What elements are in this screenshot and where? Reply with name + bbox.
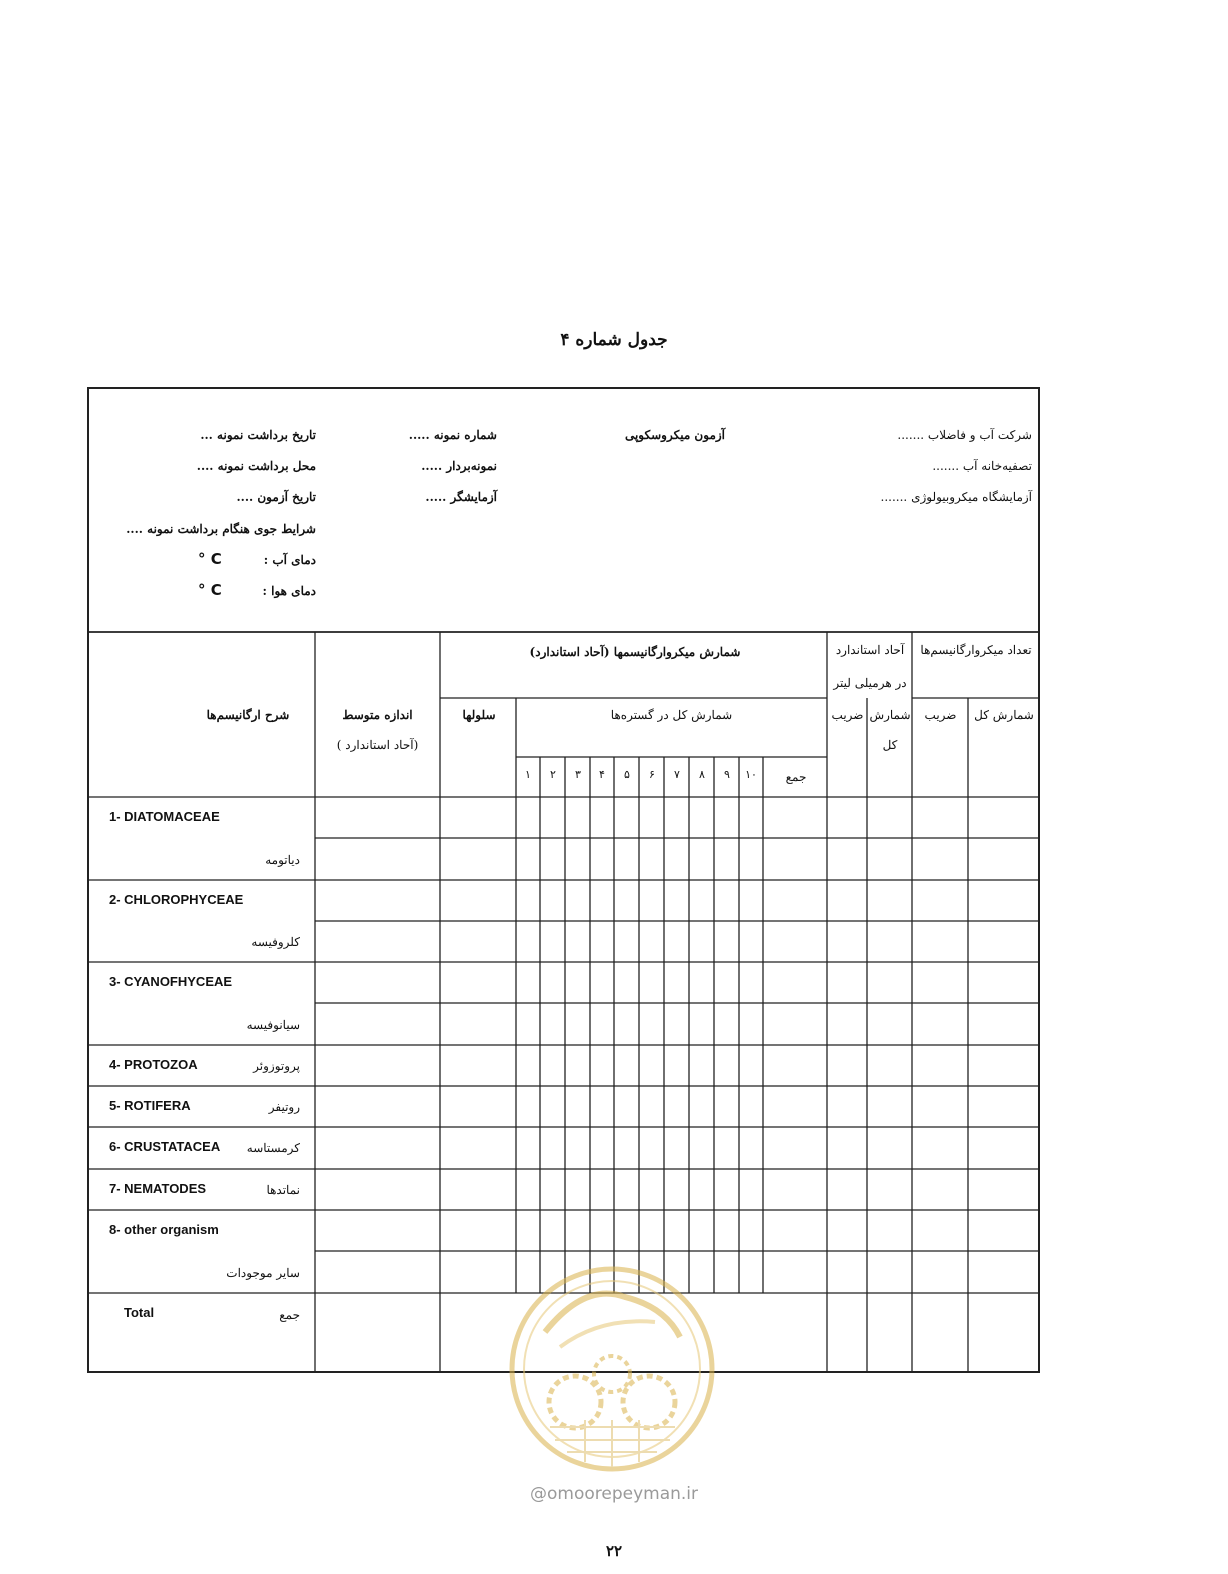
field-number-7: ۷ — [674, 768, 680, 781]
num-microorganisms-header: تعداد میکروارگانیسم‌ها — [920, 643, 1032, 657]
average-size-header: اندازه متوسط — [342, 708, 413, 722]
sampler-field: نمونه‌بردار ..... — [421, 459, 497, 473]
organism-en-5: 5- ROTIFERA — [109, 1098, 191, 1113]
coefficient2-header: ضریب — [924, 708, 957, 722]
organism-en-6: 6- CRUSTATACEA — [109, 1139, 221, 1154]
organism-en-3: 3- CYANOFHYCEAE — [109, 974, 233, 989]
total-count-header-line2: کل — [882, 738, 898, 752]
test-date-field: تاریخ آزمون .... — [236, 490, 316, 504]
organism-en-8: 8- other organism — [109, 1222, 219, 1237]
organism-en-7: 7- NEMATODES — [109, 1181, 207, 1196]
organism-fa-3: سیانوفیسه — [246, 1018, 300, 1032]
standard-units-header: آحاد استاندارد — [835, 643, 905, 657]
page-title: جدول شماره ۴ — [560, 330, 668, 350]
organism-en-2: 2- CHLOROPHYCEAE — [109, 892, 244, 907]
organism-fa-6: کرمستاسه — [246, 1141, 300, 1155]
cells-header: سلولها — [462, 708, 496, 722]
field-number-1: ۱ — [525, 768, 531, 781]
organism-description-header: شرح ارگانیسم‌ها — [206, 708, 290, 722]
tester-field: آزمایشگر ..... — [425, 490, 497, 504]
field-number-4: ۴ — [599, 768, 605, 781]
coefficient-header: ضریب — [831, 708, 864, 722]
air-temp-label: دمای هوا : — [262, 584, 316, 598]
watermark-stamp-logo — [505, 1262, 720, 1477]
organism-fa-7: نماتدها — [266, 1183, 300, 1197]
total-en: Total — [124, 1305, 155, 1320]
total-count2-header: شمارش کل — [974, 708, 1034, 722]
sample-number-field: شماره نمونه ..... — [408, 428, 497, 442]
watermark-text: @omoorepeyman.ir — [529, 1484, 699, 1504]
organism-fa-4: پروتوزوئر — [253, 1059, 300, 1073]
organism-fa-1: دیاتومه — [265, 853, 300, 867]
sampling-date-field: تاریخ برداشت نمونه ... — [200, 428, 316, 442]
page-number: ۲۲ — [605, 1542, 623, 1560]
test-title: آزمون میکروسکوپی — [624, 428, 725, 442]
field-number-5: ۵ — [624, 768, 630, 781]
average-size-unit: (آحاد استاندارد ) — [336, 738, 419, 752]
field-number-6: ۶ — [649, 768, 655, 781]
organism-fa-5: روتیفر — [268, 1100, 300, 1114]
organism-fa-8: سایر موجودات — [226, 1266, 300, 1280]
microorganism-count-header: شمارش میکروارگانیسمها (آحاد استاندارد) — [529, 645, 741, 659]
total-count-header: شمارش — [869, 708, 911, 722]
field-number-9: ۹ — [724, 768, 730, 781]
total-fa: جمع — [279, 1308, 300, 1322]
air-temp-unit: ° C — [198, 581, 222, 599]
field-number-8: ۸ — [699, 768, 705, 781]
field-number-3: ۳ — [575, 768, 581, 781]
sampling-location-field: محل برداشت نمونه .... — [196, 459, 316, 473]
company-field: شرکت آب و فاضلاب ....... — [897, 428, 1032, 442]
microbiology-lab-field: آزمایشگاه میکروبیولوژی ....... — [880, 490, 1032, 504]
sum-header: جمع — [785, 770, 807, 784]
organism-en-1: 1- DIATOMACEAE — [109, 809, 220, 824]
field-number-10: ۱۰ — [745, 768, 757, 781]
standard-units-per-ml: در هرمیلی لیتر — [833, 676, 907, 690]
organism-en-4: 4- PROTOZOA — [109, 1057, 198, 1072]
water-temp-unit: ° C — [198, 550, 222, 568]
field-number-2: ۲ — [550, 768, 556, 781]
weather-conditions-field: شرایط جوی هنگام برداشت نمونه .... — [126, 522, 316, 536]
treatment-plant-field: تصفیه‌خانه آب ....... — [932, 459, 1032, 473]
total-count-in-fields-header: شمارش کل در گستره‌ها — [610, 708, 733, 722]
organism-fa-2: کلروفیسه — [251, 935, 300, 949]
water-temp-label: دمای آب : — [263, 553, 316, 567]
